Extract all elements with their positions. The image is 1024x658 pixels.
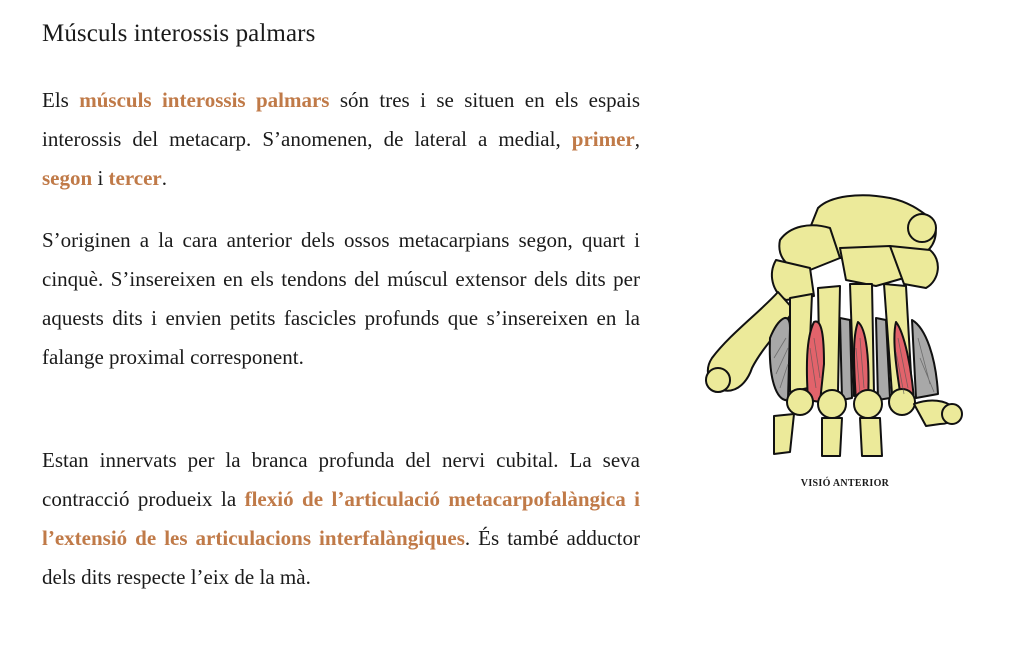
paragraph-innervation — [42, 441, 640, 597]
text-segment: , — [634, 127, 640, 151]
paragraph-intro — [42, 81, 640, 198]
text-segment: Els — [42, 88, 80, 112]
text-segment: Estan innervats per la branca profunda del nervi cubital. La seva contracció produeix la — [42, 448, 640, 511]
phalanx-head — [942, 404, 962, 424]
palmar-interosseous-muscle — [807, 321, 824, 402]
interosseous-muscle-gray — [912, 320, 938, 398]
highlight-term: segon — [42, 166, 93, 190]
metacarpal-head — [854, 390, 882, 418]
metacarpal-head — [889, 389, 915, 415]
text-segment: són tres i se situen en els espais interossis del metacarp. S’anomenen, de lateral a medial, — [42, 88, 640, 151]
figure-caption: VISIÓ ANTERIOR — [800, 478, 890, 489]
carpal-bone — [890, 246, 938, 288]
phalanx-bone — [774, 414, 794, 454]
phalanx-bone — [860, 418, 882, 456]
text-segment: . — [161, 166, 167, 190]
text-segment: . És també adductor dels dits respecte l’eix de la mà. — [42, 526, 641, 589]
metacarpal-head — [787, 389, 813, 415]
highlight-term: músculs interossis palmars — [79, 88, 330, 112]
text-segment: i — [92, 166, 109, 190]
highlight-term: tercer — [108, 166, 162, 190]
highlight-term: flexió de l’articulació metacarpofalàngica i l’extensió de les articulacions interfalàngiques — [42, 487, 640, 550]
pisiform-bone — [908, 214, 936, 242]
interosseous-muscle-gray — [840, 318, 852, 400]
hand-illustration — [690, 188, 990, 458]
thumb-tip — [706, 368, 730, 392]
paragraph-origin-insertion: S’originen a la cara anterior dels ossos metacarpians segon, quart i cinquè. S’insereixen en els tendons del múscul extensor dels dits per aquests dits i envien petits fascicles profunds que s’insereixen en la falange proximal corresponent. — [42, 228, 640, 369]
highlight-term: primer — [571, 127, 635, 151]
metacarpal-head — [818, 390, 846, 418]
page-title: Músculs interossis palmars — [42, 20, 316, 47]
phalanx-bone — [822, 418, 842, 456]
